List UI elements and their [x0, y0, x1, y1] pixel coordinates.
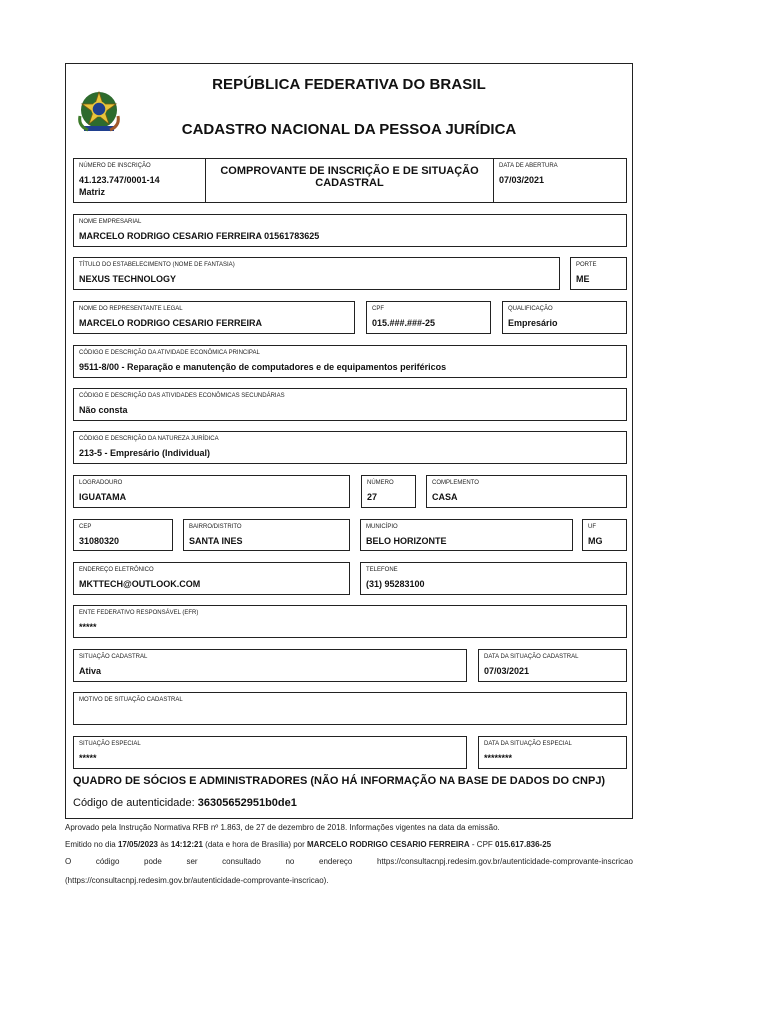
- telefone-box: [360, 562, 627, 595]
- atividades-secundarias-value: Não consta: [79, 405, 128, 415]
- municipio-label: MUNICÍPIO: [366, 524, 398, 530]
- atividade-principal-box: [73, 345, 627, 378]
- municipio-box: [360, 519, 573, 551]
- motivo-label: MOTIVO DE SITUAÇÃO CADASTRAL: [79, 697, 183, 703]
- efr-label: ENTE FEDERATIVO RESPONSÁVEL (EFR): [79, 610, 199, 616]
- situacao-especial-value: *****: [79, 753, 97, 763]
- comprovante-title: COMPROVANTE DE INSCRIÇÃO E DE SITUAÇÃO CADASTRAL: [220, 165, 479, 189]
- telefone-label: TELEFONE: [366, 567, 398, 573]
- consult-url-line[interactable]: (https://consultacnpj.redesim.gov.br/autenticidade-comprovante-inscricao).: [65, 876, 329, 885]
- email-box: [73, 562, 350, 595]
- data-situacao-especial-value: ********: [484, 753, 513, 763]
- numero-value: 27: [367, 492, 378, 502]
- numero-label: NÚMERO: [367, 480, 394, 486]
- cpf-box: [366, 301, 491, 334]
- abertura-box: [493, 158, 627, 203]
- email-label: ENDEREÇO ELETRÔNICO: [79, 567, 154, 573]
- efr-box: [73, 605, 627, 638]
- email-value: MKTTECH@OUTLOOK.COM: [79, 579, 201, 589]
- approved-note: Aprovado pela Instrução Normativa RFB nº 1.863, de 27 de dezembro de 2018. Informações vigentes na data da emissão.: [65, 823, 500, 832]
- complemento-label: COMPLEMENTO: [432, 480, 479, 486]
- consult-word: pode: [144, 857, 162, 866]
- consult-word: no: [285, 857, 295, 866]
- consult-word: consultado: [222, 857, 261, 866]
- efr-value: *****: [79, 622, 97, 632]
- uf-box: [582, 519, 627, 551]
- natureza-label: CÓDIGO E DESCRIÇÃO DA NATUREZA JURÍDICA: [79, 436, 219, 442]
- telefone-value: (31) 95283100: [366, 579, 425, 589]
- emitted-date: 17/05/2023: [117, 840, 158, 849]
- qualificacao-box: [502, 301, 627, 334]
- consult-word: endereço: [319, 857, 353, 866]
- emitted-cpf: 015.617.836-25: [495, 840, 552, 849]
- motivo-box: [73, 692, 627, 725]
- emitted-cpf-label: - CPF: [471, 840, 493, 849]
- situacao-box: [73, 649, 467, 682]
- situacao-especial-box: [73, 736, 467, 769]
- numero-box: [361, 475, 416, 508]
- representante-value: MARCELO RODRIGO CESARIO FERREIRA: [79, 318, 263, 328]
- emitted-at: às: [160, 840, 169, 849]
- republic-title: REPÚBLICA FEDERATIVA DO BRASIL: [212, 76, 486, 93]
- atividades-secundarias-box: [73, 388, 627, 421]
- natureza-box: [73, 431, 627, 464]
- consult-word: ser: [186, 857, 198, 866]
- uf-value: MG: [588, 536, 603, 546]
- consult-word: O: [65, 857, 72, 866]
- qualificacao-label: QUALIFICAÇÃO: [508, 306, 553, 312]
- cpf-label: CPF: [372, 306, 384, 312]
- data-situacao-label: DATA DA SITUAÇÃO CADASTRAL: [484, 654, 579, 660]
- emitted-time: 14:12:21: [170, 840, 203, 849]
- inscricao-value: 41.123.747/0001-14: [79, 175, 160, 185]
- consult-url[interactable]: https://consultacnpj.redesim.gov.br/autenticidade-comprovante-inscricao: [376, 857, 633, 866]
- qualificacao-value: Empresário: [508, 318, 558, 328]
- bairro-label: BAIRRO/DISTRITO: [189, 524, 242, 530]
- cnpj-title: CADASTRO NACIONAL DA PESSOA JURÍDICA: [181, 121, 517, 138]
- representante-box: [73, 301, 355, 334]
- complemento-value: CASA: [432, 492, 458, 502]
- logradouro-box: [73, 475, 350, 508]
- logradouro-label: LOGRADOURO: [79, 480, 123, 486]
- fantasia-label: TÍTULO DO ESTABELECIMENTO (NOME DE FANTASIA): [79, 262, 235, 268]
- fantasia-value: NEXUS TECHNOLOGY: [79, 274, 177, 284]
- emitted-line: [65, 840, 551, 849]
- porte-value: ME: [576, 274, 590, 284]
- cep-box: [73, 519, 173, 551]
- complemento-box: [426, 475, 627, 508]
- uf-label: UF: [588, 524, 596, 530]
- comprovante-box: [205, 158, 494, 203]
- nome-empresarial-label: NOME EMPRESARIAL: [79, 219, 142, 225]
- representante-label: NOME DO REPRESENTANTE LEGAL: [79, 306, 183, 312]
- emitted-by: MARCELO RODRIGO CESARIO FERREIRA: [307, 840, 470, 849]
- inscricao-label: NÚMERO DE INSCRIÇÃO: [79, 163, 151, 169]
- data-situacao-box: [478, 649, 627, 682]
- porte-label: PORTE: [576, 262, 597, 268]
- inscricao-type: Matriz: [79, 187, 106, 197]
- porte-box: [570, 257, 627, 290]
- natureza-value: 213-5 - Empresário (Individual): [79, 448, 211, 458]
- bairro-value: SANTA INES: [189, 536, 243, 546]
- atividade-principal-value: 9511-8/00 - Reparação e manutenção de computadores e de equipamentos periféricos: [79, 362, 447, 372]
- logradouro-value: IGUATAMA: [79, 492, 127, 502]
- authenticity-label: Código de autenticidade:: [73, 797, 195, 809]
- cep-label: CEP: [79, 524, 92, 530]
- municipio-value: BELO HORIZONTE: [366, 536, 447, 546]
- abertura-label: DATA DE ABERTURA: [499, 163, 558, 169]
- nome-empresarial-value: MARCELO RODRIGO CESARIO FERREIRA 01561783625: [79, 231, 320, 241]
- inscricao-box: [73, 158, 206, 203]
- situacao-value: Ativa: [79, 666, 102, 676]
- cpf-value: 015.###.###-25: [372, 318, 436, 328]
- consult-word: código: [95, 857, 120, 866]
- situacao-label: SITUAÇÃO CADASTRAL: [79, 654, 148, 660]
- qsa-heading: QUADRO DE SÓCIOS E ADMINISTRADORES (NÃO HÁ INFORMAÇÃO NA BASE DE DADOS DO CNPJ): [73, 775, 606, 787]
- bairro-box: [183, 519, 350, 551]
- abertura-value: 07/03/2021: [499, 175, 545, 185]
- emitted-prefix: Emitido no dia: [65, 840, 116, 849]
- atividades-secundarias-label: CÓDIGO E DESCRIÇÃO DAS ATIVIDADES ECONÔMICAS SECUNDÁRIAS: [79, 393, 285, 399]
- atividade-principal-label: CÓDIGO E DESCRIÇÃO DA ATIVIDADE ECONÔMICA PRINCIPAL: [79, 350, 260, 356]
- nome-empresarial-box: [73, 214, 627, 247]
- situacao-especial-label: SITUAÇÃO ESPECIAL: [79, 741, 141, 747]
- emitted-mid: (data e hora de Brasília) por: [205, 840, 305, 849]
- authenticity-line: [73, 797, 297, 809]
- authenticity-code: 36305652951b0de1: [197, 797, 297, 809]
- fantasia-box: [73, 257, 560, 290]
- cep-value: 31080320: [79, 536, 120, 546]
- data-situacao-value: 07/03/2021: [484, 666, 530, 676]
- consult-line: [65, 857, 633, 866]
- data-situacao-especial-box: [478, 736, 627, 769]
- data-situacao-especial-label: DATA DA SITUAÇÃO ESPECIAL: [484, 741, 572, 747]
